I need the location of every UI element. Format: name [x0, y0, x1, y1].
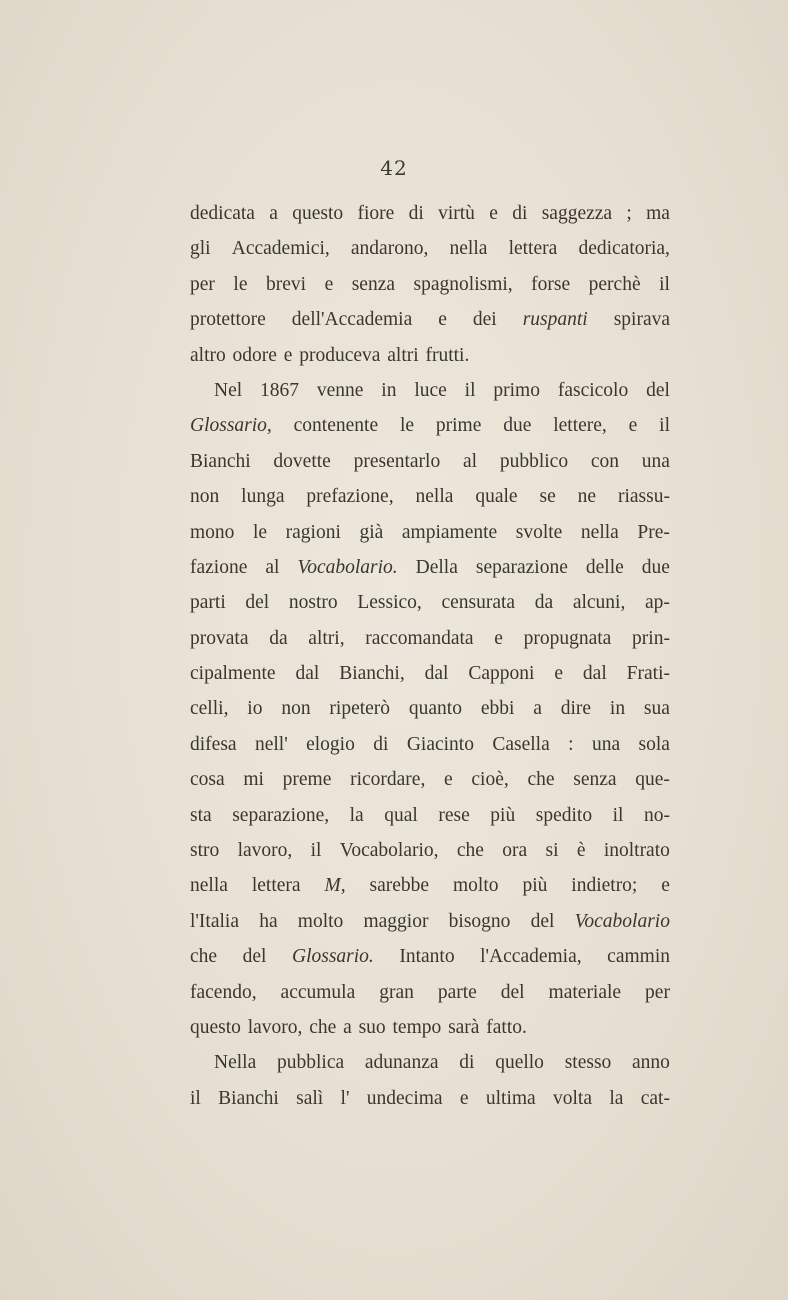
word: e	[324, 273, 334, 295]
word: il	[659, 273, 670, 295]
text-line	[190, 939, 670, 974]
word: e	[444, 769, 453, 791]
word: sola	[638, 733, 670, 755]
word: delle	[585, 556, 624, 578]
word: perchè	[588, 273, 641, 295]
word: che	[527, 769, 555, 791]
word: ultima	[485, 1087, 536, 1109]
word: dell'Accademia	[291, 309, 413, 331]
word: due	[641, 556, 670, 578]
italic-word: Glossario.	[291, 946, 374, 968]
text-line	[190, 408, 670, 443]
word: nella	[415, 486, 454, 508]
word: venne	[316, 379, 364, 401]
text-line	[190, 550, 670, 585]
word: la	[609, 1087, 624, 1109]
word: raccomandata	[365, 627, 474, 649]
word: più	[490, 804, 516, 826]
text-line	[190, 656, 670, 691]
word: Pre-	[637, 521, 670, 543]
word: fiore	[357, 203, 395, 224]
word: quello	[495, 1052, 544, 1074]
word: nella	[449, 238, 488, 260]
word: a	[269, 203, 278, 224]
word: una	[641, 450, 670, 472]
word: e	[661, 875, 670, 897]
word: più	[522, 875, 548, 897]
word: dei	[472, 309, 497, 331]
page-number: 42	[380, 156, 408, 180]
text-line	[190, 833, 670, 868]
word: nell'	[254, 733, 288, 755]
word: il	[612, 804, 624, 826]
word: que-	[635, 769, 670, 791]
word: e	[459, 1087, 469, 1109]
word: ha	[259, 910, 278, 932]
word: molto	[453, 875, 499, 897]
word: stesso	[564, 1052, 612, 1074]
word: e	[489, 203, 498, 224]
word: al	[265, 556, 280, 578]
text-line	[190, 302, 670, 337]
word: brevi	[265, 273, 307, 295]
text-line	[190, 515, 670, 550]
word: parte	[437, 981, 477, 1003]
word: nella	[580, 521, 619, 543]
word: preme	[282, 769, 332, 791]
word: e	[438, 309, 447, 331]
word: senza	[351, 273, 396, 295]
word: inoltrato	[603, 840, 670, 862]
word: il	[464, 379, 476, 401]
word: gran	[379, 981, 414, 1003]
word: Nel	[214, 379, 243, 401]
word: materiale	[548, 981, 622, 1003]
word: produceva	[299, 344, 381, 366]
word: altro	[190, 344, 226, 366]
word: alcuni,	[572, 592, 626, 614]
word: da	[269, 627, 288, 649]
word: e	[628, 415, 638, 437]
word: stro	[190, 840, 220, 862]
text-line	[190, 868, 670, 903]
word: rese	[438, 804, 470, 826]
word: volta	[553, 1087, 593, 1109]
word: difesa	[190, 733, 237, 755]
word: ne	[577, 486, 597, 508]
word: di	[512, 203, 528, 224]
text-line	[190, 1081, 670, 1116]
word: luce	[414, 379, 447, 401]
word: 1867	[260, 379, 300, 401]
word: svolte	[515, 521, 563, 543]
word: dire	[560, 698, 592, 720]
word: mi	[243, 769, 264, 791]
word: lavoro,	[237, 840, 293, 862]
word: anno	[632, 1052, 670, 1074]
word: del	[245, 592, 270, 614]
text-line	[190, 267, 670, 302]
word: maggior	[363, 910, 429, 932]
word: dal	[582, 663, 607, 685]
italic-word: Vocabolario.	[297, 556, 398, 578]
word: altri,	[308, 627, 345, 649]
word: separazione	[475, 556, 568, 578]
text-line	[190, 762, 670, 797]
word: senza	[573, 769, 617, 791]
word: spedito	[535, 804, 593, 826]
word: al	[463, 450, 478, 472]
word: dedicatoria,	[578, 238, 670, 260]
word: l'Italia	[190, 910, 239, 932]
word: le	[233, 273, 248, 295]
word: lavoro,	[247, 1016, 303, 1038]
italic-word: M,	[324, 875, 346, 897]
text-line	[190, 727, 670, 762]
word: lettera	[508, 238, 558, 260]
word: cipalmente	[190, 663, 276, 685]
word: quale	[475, 486, 518, 508]
word: tempo	[392, 1016, 442, 1038]
word: ap-	[645, 592, 670, 614]
word: parti	[190, 592, 226, 614]
word: sta	[190, 804, 212, 826]
word: cat-	[640, 1087, 670, 1109]
word: ripeterò	[329, 698, 391, 720]
word: mono	[190, 521, 235, 543]
word: si	[545, 840, 559, 862]
word: che	[190, 946, 218, 968]
text-line	[190, 904, 670, 939]
word: lettere,	[553, 415, 607, 437]
word: di	[459, 1052, 475, 1074]
word: sarebbe	[369, 875, 430, 897]
word: sarà	[448, 1016, 480, 1038]
word: ora	[502, 840, 528, 862]
word: accumula	[280, 981, 356, 1003]
word: io	[247, 698, 263, 720]
word: gli	[190, 238, 211, 260]
word: facendo,	[190, 981, 257, 1003]
word: per	[190, 273, 215, 295]
word: pubblico	[499, 450, 569, 472]
word: Lessico,	[357, 592, 422, 614]
word: a	[533, 698, 542, 720]
word: separazione,	[232, 804, 330, 826]
word: le	[399, 415, 415, 437]
word: Accademici,	[231, 238, 330, 260]
word: due	[503, 415, 532, 437]
word: l'Accademia,	[480, 946, 582, 968]
word: prin-	[632, 627, 670, 649]
text-line	[190, 691, 670, 726]
italic-word: ruspanti	[522, 309, 588, 331]
word: l'	[340, 1087, 350, 1109]
word: del	[530, 910, 555, 932]
word: dedicata	[190, 203, 255, 224]
word: a	[343, 1016, 352, 1038]
word: ragioni	[285, 521, 341, 543]
word: saggezza	[541, 203, 613, 224]
word: censurata	[441, 592, 516, 614]
word: questo	[292, 203, 344, 224]
word: non	[281, 698, 311, 720]
word: e	[283, 344, 293, 366]
word: celli,	[190, 698, 229, 720]
word: fascicolo	[557, 379, 629, 401]
word: spirava	[613, 309, 670, 331]
word: nostro	[288, 592, 338, 614]
word: riassu-	[617, 486, 670, 508]
word: spagnolismi,	[413, 273, 513, 295]
text-line	[190, 621, 670, 656]
word: il	[190, 1087, 201, 1109]
word: contenente	[293, 415, 379, 437]
text-line	[190, 373, 670, 408]
word: già	[359, 521, 384, 543]
word: andarono,	[350, 238, 429, 260]
word: e	[554, 663, 564, 685]
word: Frati-	[626, 663, 670, 685]
word: per	[645, 981, 670, 1003]
word: cosa	[190, 769, 225, 791]
word: nella	[190, 875, 228, 897]
text-line	[190, 338, 670, 373]
text-line	[190, 1045, 670, 1080]
word: qual	[384, 804, 418, 826]
word: in	[381, 379, 397, 401]
word: lettera	[251, 875, 301, 897]
word: no-	[644, 804, 670, 826]
word: del	[646, 379, 670, 401]
word: Giacinto	[406, 733, 474, 755]
word: da	[534, 592, 554, 614]
word: dal	[424, 663, 449, 685]
word: elogio	[306, 733, 355, 755]
text-line	[190, 444, 670, 479]
word: odore	[232, 344, 277, 366]
word: virtù	[438, 203, 475, 224]
word: di	[373, 733, 389, 755]
word: pubblica	[276, 1052, 345, 1074]
word: è	[576, 840, 586, 862]
word: le	[253, 521, 268, 543]
word: lunga	[241, 486, 285, 508]
text-line	[190, 1010, 670, 1045]
word: il	[659, 415, 670, 437]
word: non	[190, 486, 220, 508]
word: salì	[296, 1087, 324, 1109]
word: una	[591, 733, 621, 755]
word: del	[242, 946, 267, 968]
word: frutti.	[425, 344, 470, 366]
word: Nella	[214, 1052, 257, 1074]
word: fatto.	[486, 1016, 527, 1038]
text-line	[190, 479, 670, 514]
word: indietro;	[571, 875, 638, 897]
word: che	[309, 1016, 337, 1038]
word: in	[609, 698, 626, 720]
word: prefazione,	[306, 486, 394, 508]
word: molto	[297, 910, 344, 932]
italic-word: Vocabolario	[574, 910, 670, 932]
word: ricordare,	[350, 769, 426, 791]
word: ma	[646, 203, 670, 224]
word: prime	[435, 415, 482, 437]
word: Intanto	[399, 946, 455, 968]
word: presentarlo	[353, 450, 441, 472]
text-line	[190, 585, 670, 620]
word: quanto	[408, 698, 462, 720]
text-line	[190, 196, 670, 231]
word: ;	[626, 203, 632, 224]
text-line	[190, 975, 670, 1010]
word: del	[500, 981, 525, 1003]
word: con	[590, 450, 620, 472]
word: ebbi	[480, 698, 515, 720]
word: altri	[387, 344, 419, 366]
word: suo	[358, 1016, 386, 1038]
text-line	[190, 231, 670, 266]
word: Casella	[492, 733, 550, 755]
word: la	[349, 804, 364, 826]
word: che	[456, 840, 484, 862]
word: Bianchi	[218, 1087, 279, 1109]
word: Bianchi,	[339, 663, 405, 685]
italic-word: Glossario,	[190, 415, 272, 437]
word: cioè,	[471, 769, 509, 791]
word: cammin	[607, 946, 670, 968]
word: Capponi	[468, 663, 535, 685]
word: sua	[643, 698, 670, 720]
word: questo	[190, 1016, 241, 1038]
word: se	[539, 486, 556, 508]
text-line	[190, 798, 670, 833]
word: :	[568, 733, 574, 755]
word: Bianchi	[190, 450, 251, 472]
word: propugnata	[523, 627, 612, 649]
word: Della	[415, 556, 458, 578]
word: bisogno	[448, 910, 511, 932]
word: primo	[493, 379, 540, 401]
body-text	[190, 196, 670, 1116]
word: il	[310, 840, 322, 862]
word: di	[408, 203, 424, 224]
word: ampiamente	[401, 521, 498, 543]
word: protettore	[190, 309, 266, 331]
word: undecima	[366, 1087, 443, 1109]
word: e	[494, 627, 503, 649]
word: Vocabolario,	[339, 840, 439, 862]
word: provata	[190, 627, 249, 649]
word: forse	[531, 273, 571, 295]
word: dal	[295, 663, 320, 685]
word: fazione	[190, 556, 248, 578]
word: adunanza	[364, 1052, 439, 1074]
word: dovette	[273, 450, 331, 472]
